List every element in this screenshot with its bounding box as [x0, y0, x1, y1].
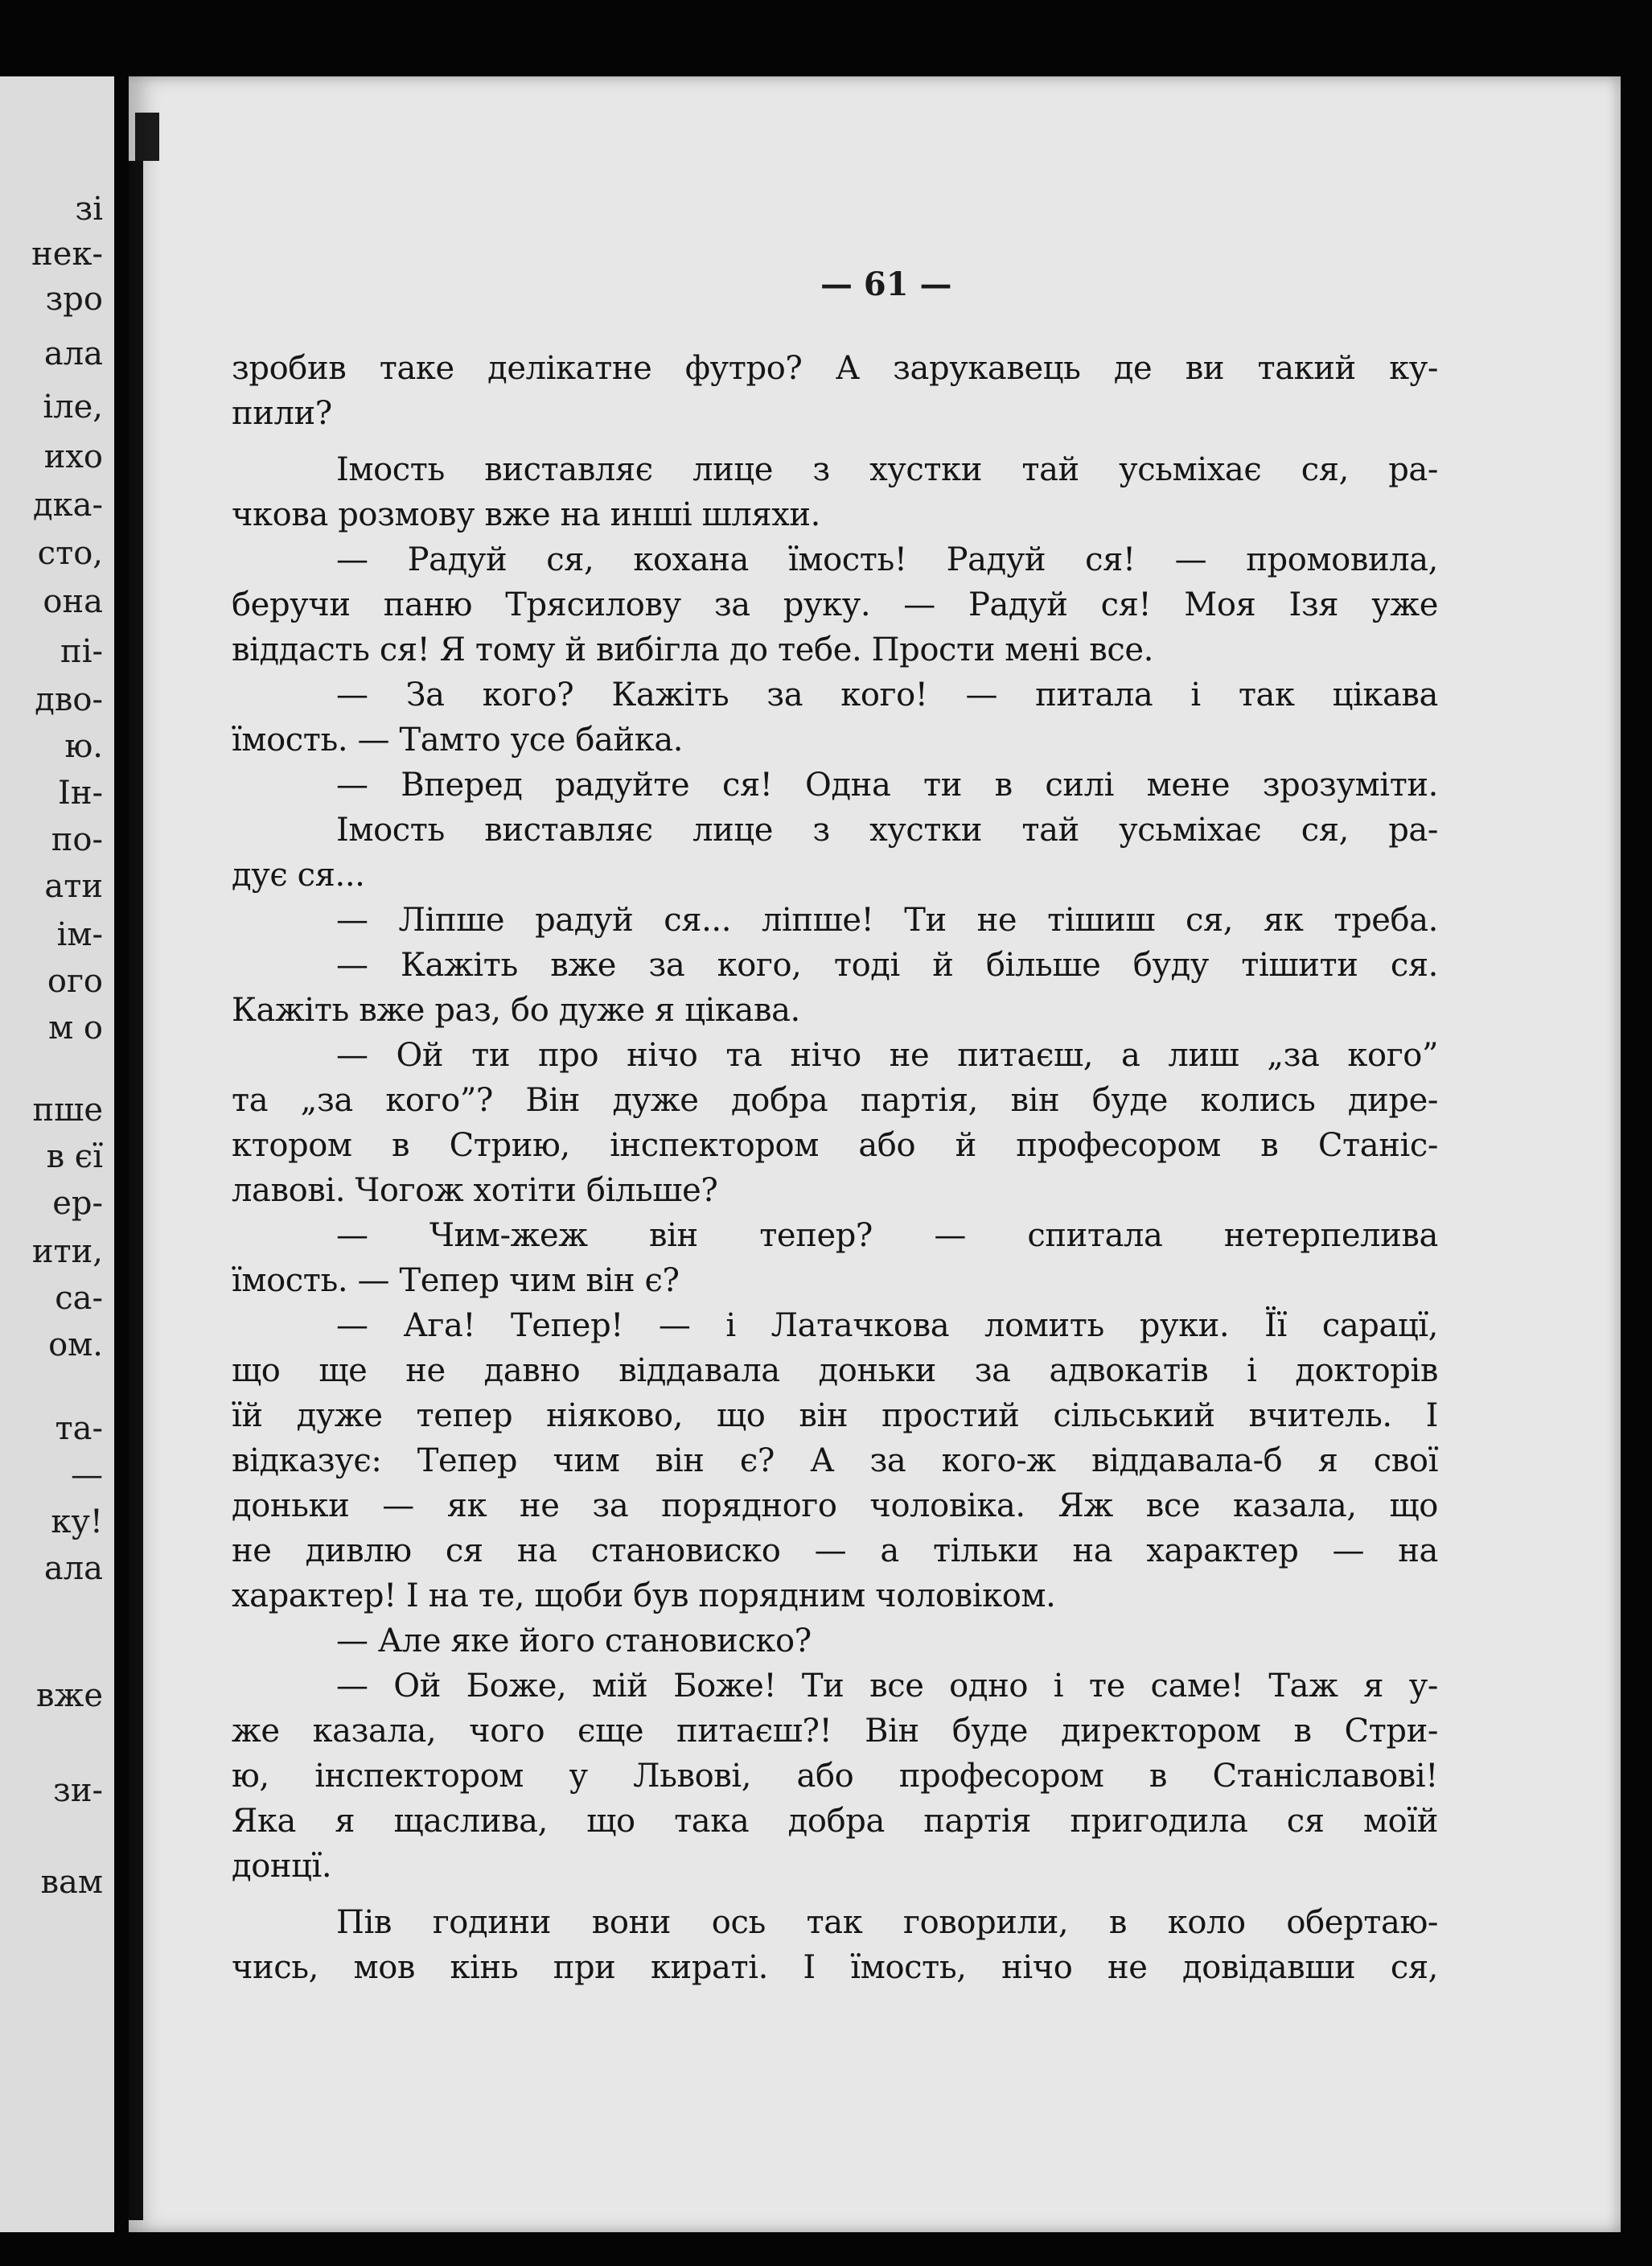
text-line: зробив таке делікатне футро? А зарукавець де ви такий ку-	[232, 350, 1438, 387]
text-line: — Ой Боже, мій Боже! Ти все одно і те саме! Таж я у-	[336, 1668, 1438, 1705]
text-line: чись, мов кінь при кираті. І їмость, нічо не довідавши ся,	[232, 1949, 1438, 1986]
page-binding-edge	[129, 161, 143, 2220]
facing-page-fragment: она	[43, 583, 103, 620]
facing-page-fragment: ку!	[51, 1503, 103, 1540]
facing-page-fragment: пі-	[60, 633, 103, 670]
facing-page-fragment: ого	[47, 963, 103, 1000]
text-line: — Але яке його становиско?	[336, 1622, 812, 1659]
text-line: що ще не давно віддавала доньки за адвокатів і докторів	[232, 1352, 1438, 1389]
text-line: дує ся...	[232, 857, 365, 894]
facing-page-fragment: ити,	[31, 1233, 103, 1270]
facing-page-fragment: по-	[51, 821, 103, 858]
facing-page-fragment: ім-	[56, 916, 103, 953]
facing-page-fragment: ю.	[64, 728, 103, 765]
facing-page-fragment: нек-	[31, 236, 103, 273]
text-line: доньки — як не за порядного чоловіка. Яж все казала, що	[232, 1487, 1438, 1524]
text-line: же казала, чого єще питаєш?! Він буде директором в Стри-	[232, 1713, 1438, 1750]
text-line: лавові. Чогож хотіти більше?	[232, 1172, 718, 1209]
text-line: та „за кого”? Він дуже добра партія, він буде колись дире-	[232, 1082, 1438, 1119]
text-line: не дивлю ся на становиско — а тільки на характер — на	[232, 1532, 1438, 1569]
facing-page-fragment: —	[71, 1457, 103, 1494]
facing-page-fragment: ати	[44, 868, 103, 905]
facing-page-fragment: зі	[75, 191, 103, 228]
facing-page-fragment: м о	[48, 1010, 103, 1047]
text-line: беручи паню Трясилову за руку. — Радуй ся! Моя Ізя уже	[232, 586, 1438, 623]
facing-page-fragment: вже	[36, 1677, 103, 1714]
text-line: їй дуже тепер ніяково, що він простий сільський вчитель. І	[232, 1397, 1438, 1434]
facing-page-fragment: та-	[55, 1410, 103, 1447]
facing-page-fragment: ала	[43, 1550, 103, 1587]
text-line: Імость виставляє лице з хустки тай усьміхає ся, ра-	[336, 451, 1438, 488]
text-line: ю, інспектором у Львові, або професором в Станіславові!	[232, 1758, 1438, 1795]
facing-page-fragment: вам	[40, 1864, 103, 1901]
facing-page-fragment: сто,	[37, 535, 103, 572]
text-line: відказує: Тепер чим він є? А за кого-ж віддавала-б я свої	[232, 1442, 1438, 1479]
facing-page-fragment: ер-	[52, 1185, 103, 1222]
facing-page-fragment: іле,	[43, 389, 103, 426]
page-body-text	[232, 346, 1438, 1990]
text-line: їмость. — Тепер чим він є?	[232, 1262, 680, 1299]
text-line: пили?	[232, 395, 332, 432]
text-line: — За кого? Кажіть за кого! — питала і так цікава	[336, 677, 1438, 714]
text-line: — Вперед радуйте ся! Одна ти в силі мене зрозуміти.	[336, 767, 1438, 804]
facing-page-fragment: в єї	[46, 1138, 103, 1175]
text-line: чкова розмову вже на инші шляхи.	[232, 496, 820, 533]
binding-clip	[135, 113, 159, 161]
facing-page-fragment: ом.	[48, 1326, 103, 1363]
text-line: — Ліпше радуй ся... ліпше! Ти не тішиш ся, як треба.	[336, 902, 1438, 939]
facing-page-fragment: ала	[43, 335, 103, 372]
text-line: Імость виставляє лице з хустки тай усьміхає ся, ра-	[336, 812, 1438, 849]
text-line: Пів години вони ось так говорили, в коло обертаю-	[336, 1904, 1438, 1941]
text-line: — Ага! Тепер! — і Латачкова ломить руки. Її сарацї,	[336, 1307, 1438, 1344]
text-line: віддасть ся! Я тому й вибігла до тебе. Прости мені все.	[232, 631, 1153, 668]
text-line: — Ой ти про нічо та нічо не питаєш, а лиш „за кого”	[336, 1037, 1438, 1074]
text-line: Яка я щаслива, що така добра партія пригодила ся моїй	[232, 1803, 1438, 1840]
facing-page-fragment: дка-	[33, 487, 103, 524]
facing-page-strip	[0, 76, 114, 2232]
text-line: — Кажіть вже за кого, тоді й більше буду тішити ся.	[336, 947, 1438, 984]
text-line: Кажіть вже раз, бо дуже я цікава.	[232, 992, 800, 1029]
text-line: їмость. — Тамто усе байка.	[232, 722, 684, 759]
facing-page-fragment: Ін-	[58, 775, 103, 812]
text-line: ктором в Стрию, інспектором або й професором в Станіс-	[232, 1127, 1438, 1164]
facing-page-fragment: са-	[55, 1280, 103, 1317]
text-line: — Радуй ся, кохана їмость! Радуй ся! — промовила,	[336, 541, 1438, 578]
text-line: донцї.	[232, 1848, 332, 1885]
facing-page-fragment: ихо	[43, 438, 103, 475]
facing-page-fragment: зро	[45, 281, 103, 318]
facing-page-fragment: дво-	[35, 681, 103, 718]
text-line: характер! І на те, щоби був порядним чоловіком.	[232, 1577, 1056, 1614]
facing-page-fragment: пше	[32, 1092, 103, 1129]
page-number: — 61 —	[820, 265, 952, 303]
facing-page-fragment: зи-	[53, 1772, 103, 1809]
text-line: — Чим-жеж він тепер? — спитала нетерпелива	[336, 1217, 1438, 1254]
